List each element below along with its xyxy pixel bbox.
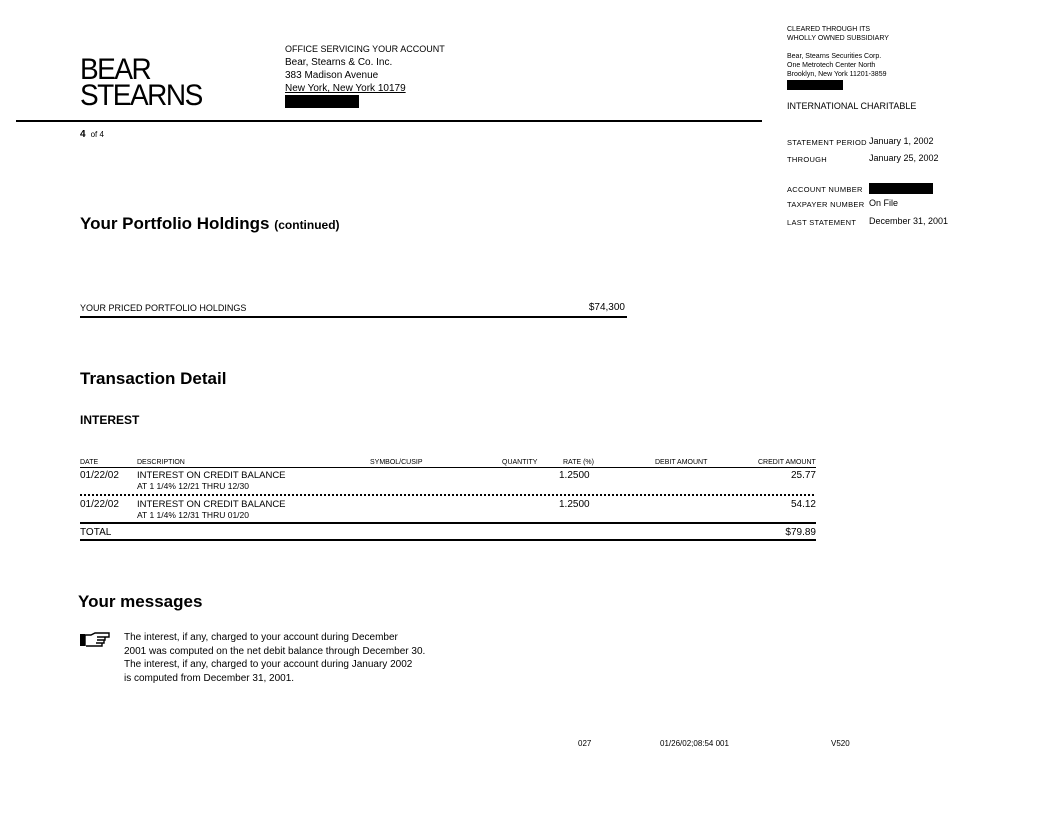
clearing-address: Bear, Stearns Securities Corp. One Metrotech Center North Brooklyn, New York 11201-3859: [787, 52, 887, 93]
col-debit: DEBIT AMOUNT: [655, 459, 708, 466]
footer-code: 027: [578, 739, 592, 748]
office-line: 383 Madison Avenue: [285, 70, 379, 81]
office-line: New York, New York 10179: [285, 83, 406, 94]
col-description: DESCRIPTION: [137, 459, 185, 466]
col-date: DATE: [80, 459, 99, 466]
table-row-date: 01/22/02: [80, 499, 119, 510]
footer-timestamp: 01/26/02;08:54 001: [660, 739, 729, 748]
last-statement-value: December 31, 2001: [869, 216, 949, 226]
taxpayer-value: On File: [869, 198, 899, 208]
account-name: INTERNATIONAL CHARITABLE: [787, 101, 917, 111]
col-rate: RATE (%): [563, 459, 594, 466]
clearing-header: CLEARED THROUGH ITS WHOLLY OWNED SUBSIDIARY: [787, 26, 889, 42]
header-divider: [80, 467, 816, 468]
taxpayer-label: TAXPAYER NUMBER: [787, 200, 865, 209]
pointing-hand-icon: [79, 631, 111, 654]
col-credit: CREDIT AMOUNT: [758, 459, 816, 466]
table-row-description: INTEREST ON CREDIT BALANCE: [137, 499, 286, 510]
page-number: 4 of 4: [80, 129, 104, 140]
messages-title: Your messages: [78, 592, 203, 611]
table-row-date: 01/22/02: [80, 470, 119, 481]
total-underline: [80, 539, 816, 541]
through-label: THROUGH: [787, 155, 828, 164]
table-row-description-detail: AT 1 1/4% 12/31 THRU 01/20: [137, 510, 249, 520]
table-row-credit: 54.12: [790, 499, 816, 510]
transactions-title: Transaction Detail: [80, 369, 227, 388]
last-statement-label: LAST STATEMENT: [787, 218, 857, 227]
total-label: TOTAL: [80, 527, 112, 538]
col-symbol: SYMBOL/CUSIP: [370, 459, 423, 466]
table-row-credit: 25.77: [790, 470, 816, 481]
table-row-rate: 1.2500: [559, 470, 590, 481]
period-label: STATEMENT PERIOD: [787, 138, 867, 147]
footer-version: V520: [831, 739, 850, 748]
interest-section-title: INTEREST: [80, 413, 140, 427]
total-value: $79.89: [785, 527, 816, 538]
table-row-rate: 1.2500: [559, 499, 590, 510]
redaction-bar: [787, 80, 843, 90]
divider: [80, 316, 627, 318]
bear-stearns-logo: BEAR STEARNS: [80, 52, 202, 112]
total-divider: [80, 522, 816, 524]
header-rule: [16, 120, 762, 122]
priced-holdings-value: $74,300: [588, 302, 625, 313]
through-value: January 25, 2002: [869, 153, 939, 163]
period-value: January 1, 2002: [869, 136, 934, 146]
office-header: OFFICE SERVICING YOUR ACCOUNT: [285, 44, 445, 54]
row-divider: [80, 494, 814, 496]
table-row-description-detail: AT 1 1/4% 12/21 THRU 12/30: [137, 481, 249, 491]
office-line: Bear, Stearns & Co. Inc.: [285, 57, 393, 68]
message-text: The interest, if any, charged to your account during December 2001 was computed on the net debit balance through December 30. The interest, if any, charged to your account during January 2002 is computed from December 31, 2001.: [124, 632, 426, 684]
portfolio-title: Your Portfolio Holdings (continued): [80, 214, 340, 233]
account-number-redacted: [869, 183, 933, 194]
table-row-description: INTEREST ON CREDIT BALANCE: [137, 470, 286, 481]
priced-holdings-label: YOUR PRICED PORTFOLIO HOLDINGS: [80, 303, 247, 313]
col-quantity: QUANTITY: [502, 459, 538, 466]
redaction-bar: [285, 95, 359, 108]
account-number-label: ACCOUNT NUMBER: [787, 185, 863, 194]
office-address: [285, 43, 445, 112]
